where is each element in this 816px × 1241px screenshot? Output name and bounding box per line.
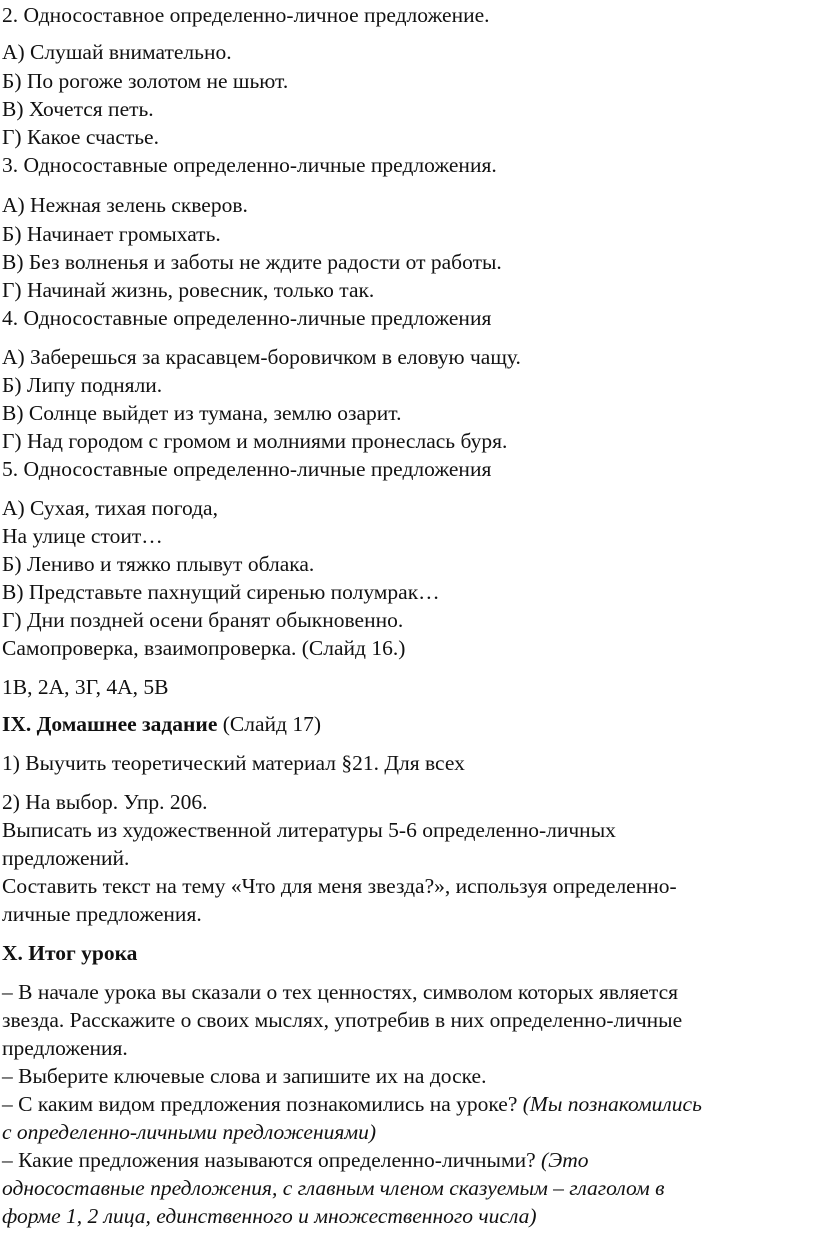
summary-p4-answer-line3: форме 1, 2 лица, единственного и множественного числа) [2,1204,537,1228]
q2-option-a: А) Слушай внимательно. [2,40,232,64]
q3-option-d: Г) Начинай жизнь, ровесник, только так. [2,278,375,302]
q3-title: 3. Односоставные определенно-личные предложения. [2,153,497,177]
q5-option-c: В) Представьте пахнущий сиренью полумрак… [2,580,440,604]
homework-item-1: 1) Выучить теоретический материал §21. Для всех [2,751,465,775]
summary-p3-answer-start: (Мы познакомились [522,1092,702,1116]
q3-option-c: В) Без волненья и заботы не ждите радости от работы. [2,250,502,274]
q2-option-b: Б) По рогоже золотом не шьют. [2,69,289,93]
summary-p1-line1: – В начале урока вы сказали о тех ценностях, символом которых является [2,980,679,1004]
q5-title: 5. Односоставные определенно-личные предложения [2,457,492,481]
q5-option-b: Б) Лениво и тяжко плывут облака. [2,552,315,576]
summary-p4-answer-line2: односоставные предложения, с главным членом сказуемым – глаголом в [2,1176,665,1200]
q5-option-d: Г) Дни поздней осени бранят обыкновенно. [2,608,404,632]
summary-p4-question: – Какие предложения называются определенно-личными? [2,1148,541,1172]
homework-item-3-line1: Выписать из художественной литературы 5-6 определенно-личных [2,818,616,842]
q5-option-a-line1: А) Сухая, тихая погода, [2,496,218,520]
q5-option-a-line2: На улице стоит… [2,524,163,548]
q2-option-c: В) Хочется петь. [2,97,154,121]
answer-key: 1В, 2А, 3Г, 4А, 5В [2,675,169,699]
summary-p4-line1 [2,1147,589,1173]
summary-p4-answer-start: (Это [541,1148,589,1172]
q2-option-d: Г) Какое счастье. [2,125,159,149]
q4-option-d: Г) Над городом с громом и молниями пронеслась буря. [2,429,508,453]
homework-heading-line [2,711,321,737]
q2-title: 2. Односоставное определенно-личное предложение. [2,3,490,27]
q4-option-c: В) Солнце выйдет из тумана, землю озарит. [2,401,402,425]
summary-p3-line1 [2,1091,702,1117]
homework-item-4-line2: личные предложения. [2,902,202,926]
q3-option-b: Б) Начинает громыхать. [2,222,221,246]
homework-heading: IX. Домашнее задание [2,712,218,736]
summary-p3-answer-line2: с определенно-личными предложениями) [2,1120,377,1144]
q3-option-a: А) Нежная зелень скверов. [2,193,248,217]
q4-title: 4. Односоставные определенно-личные предложения [2,306,492,330]
summary-p3-question: – С каким видом предложения познакомились на уроке? [2,1092,523,1116]
summary-p1-line2: звезда. Расскажите о своих мыслях, употребив в них определенно-личные [2,1008,683,1032]
self-check-title: Самопроверка, взаимопроверка. (Слайд 16.) [2,636,406,660]
q4-option-a: А) Заберешься за красавцем-боровичком в еловую чащу. [2,345,521,369]
summary-p1-line3: предложения. [2,1036,128,1060]
q4-option-b: Б) Липу подняли. [2,373,163,397]
homework-item-4-line1: Составить текст на тему «Что для меня звезда?», используя определенно- [2,874,677,898]
homework-slide-ref: (Слайд 17) [217,712,321,736]
homework-item-3-line2: предложений. [2,846,130,870]
summary-heading: X. Итог урока [2,941,138,965]
homework-item-2: 2) На выбор. Упр. 206. [2,790,208,814]
summary-p2: – Выберите ключевые слова и запишите их на доске. [2,1064,487,1088]
